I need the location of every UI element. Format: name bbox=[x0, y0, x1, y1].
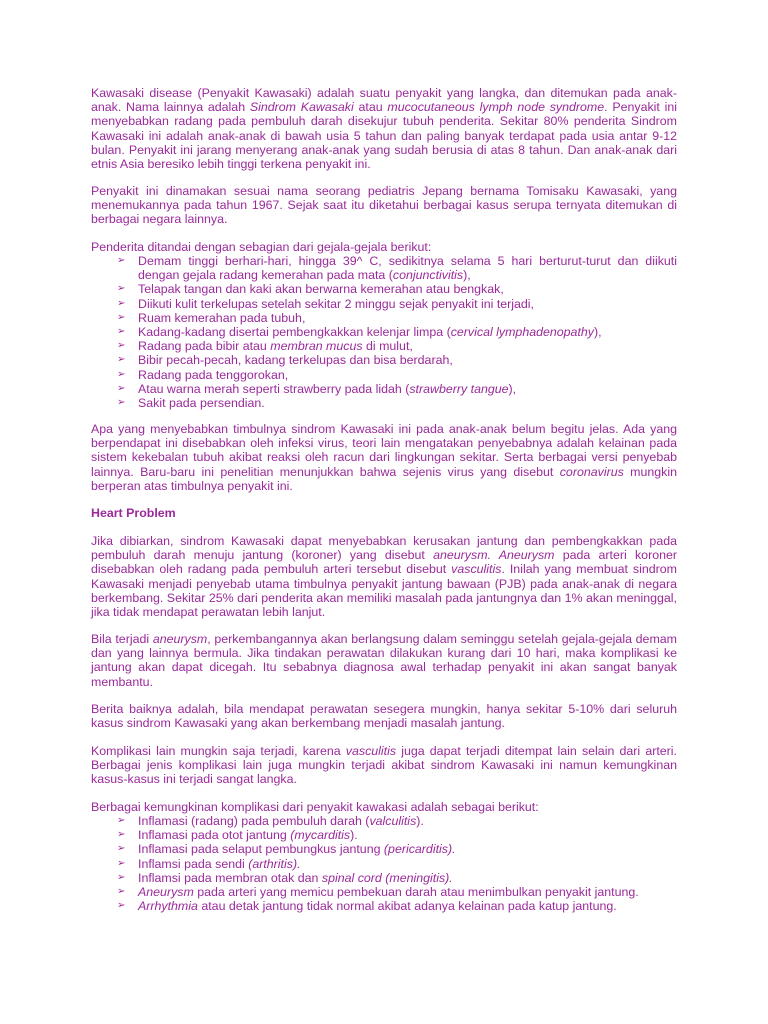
text-run: Berita baiknya adalah, bila mendapat perawatan sesegera mungkin, hanya sekitar 5-10% dari seluruh kasus sindrom Kawasaki yang akan berkembang menjadi masalah jantung. bbox=[91, 702, 677, 731]
text-run: ), bbox=[593, 325, 602, 340]
list-item bbox=[91, 325, 677, 339]
text-run: , perkembangannya akan berlangsung dalam seminggu setelah gejala-gejala demam dan yang lainnya bermula. Jika tindakan perawatan dilakukan kurang dari 10 hari, maka komplikasi ke jantung akan dapat dicegah. Itu sebabnya diagnosa awal terhadap penyakit ini akan sangat banyak membantu. bbox=[91, 632, 677, 689]
text-run: ). bbox=[350, 828, 358, 843]
italic-term: coronavirus bbox=[559, 464, 624, 479]
arrow-bullet-icon: ➢ bbox=[117, 857, 126, 869]
symptoms-list bbox=[91, 254, 677, 410]
text-run: Penderita ditandai dengan sebagian dari gejala-gejala berikut: bbox=[91, 240, 432, 254]
complication-paragraph bbox=[91, 744, 677, 787]
text-run: atau bbox=[353, 100, 388, 115]
italic-term: aneurysm. Aneurysm bbox=[433, 548, 555, 563]
text-run: Atau warna merah seperti strawberry pada lidah ( bbox=[138, 381, 410, 396]
arrow-bullet-icon: ➢ bbox=[117, 829, 126, 841]
text-run: Demam tinggi berhari-hari, hingga 39^ C, sedikitnya selama 5 hari berturut-turut dan diikuti dengan gejala radang kemerahan pada mata ( bbox=[138, 254, 677, 283]
arrow-bullet-icon: ➢ bbox=[117, 368, 126, 380]
list-item bbox=[91, 842, 677, 856]
list-item bbox=[91, 899, 677, 913]
text-run: Radang pada tenggorokan, bbox=[138, 367, 289, 382]
complications-intro bbox=[91, 800, 677, 814]
arrow-bullet-icon: ➢ bbox=[117, 340, 126, 352]
text-run: Sakit pada persendian. bbox=[138, 396, 265, 411]
list-item bbox=[91, 297, 677, 311]
text-run: Inflamasi (radang) pada pembuluh darah ( bbox=[138, 814, 370, 828]
text-run: Ruam kemerahan pada tubuh, bbox=[138, 310, 306, 325]
list-item bbox=[91, 368, 677, 382]
italic-term: spinal cord (meningitis). bbox=[321, 870, 453, 885]
italic-term: vasculitis bbox=[345, 744, 397, 758]
italic-term: Sindrom Kawasaki bbox=[249, 100, 354, 115]
text-run: . Inilah yang membuat sindrom Kawasaki menjadi penyebab utama timbulnya penyakit jantung bawaan (PJB) pada anak-anak di negara berkembang. Sekitar 25% dari penderita akan memiliki masalah pada jantungnya dan 1% akan meninggal, jika tidak mendapat perawatan lebih lanjut. bbox=[91, 562, 678, 620]
arrow-bullet-icon: ➢ bbox=[117, 843, 126, 855]
text-run: Kawasaki disease (Penyakit Kawasaki) adalah suatu penyakit yang langka, dan ditemukan pada anak-anak. Nama lainnya adalah bbox=[91, 86, 677, 115]
italic-term: (arthritis). bbox=[248, 856, 301, 871]
symptoms-intro bbox=[91, 240, 677, 254]
text-run: Diikuti kulit terkelupas setelah sekitar 2 minggu sejak penyakit ini terjadi, bbox=[138, 296, 535, 311]
arrow-bullet-icon: ➢ bbox=[117, 297, 126, 309]
text-run: Apa yang menyebabkan timbulnya sindrom Kawasaki ini pada anak-anak belum begitu jelas. Ada yang berpendapat ini disebabkan oleh infeksi virus, teori lain mengatakan penyebabnya adalah kelainan pada sistem kekebalan tubuh akibat reaksi oleh racun dari lingkungan sekitar. Serta berbagai versi penyebab lainnya. Baru-baru ini penelitian menunjukkan bahwa sejenis virus yang disebut bbox=[91, 422, 677, 479]
italic-term: conjunctivitis bbox=[392, 268, 464, 283]
arrow-bullet-icon: ➢ bbox=[117, 900, 126, 912]
arrow-bullet-icon: ➢ bbox=[117, 815, 126, 826]
aneurysm-paragraph bbox=[91, 632, 677, 689]
list-item bbox=[91, 311, 677, 325]
text-run: ). bbox=[416, 814, 424, 828]
list-item bbox=[91, 382, 677, 396]
list-item bbox=[91, 871, 677, 885]
text-run: atau detak jantung tidak normal akibat adanya kelainan pada katup jantung. bbox=[197, 899, 617, 914]
text-run: Inflamasi pada otot jantung bbox=[138, 828, 291, 843]
arrow-bullet-icon: ➢ bbox=[117, 871, 126, 883]
text-run: mungkin berperan atas timbulnya penyakit ini. bbox=[91, 464, 677, 493]
good-news-paragraph bbox=[91, 702, 677, 730]
text-run: . Penyakit ini menyebabkan radang pada pembuluh darah disekujur tubuh penderita. Sekitar 80% penderita Sindrom Kawasaki ini adalah anak-anak di bawah usia 5 tahun dan paling banyak terdapat pada usia antar 9-12 bulan. Penyakit ini jarang menyerang anak-anak yang sudah berusia di atas 8 tahun. Dan anak-anak dari etnis Asia beresiko lebih tinggi terkena penyakit ini. bbox=[91, 100, 678, 172]
list-item bbox=[91, 282, 677, 296]
origin-paragraph bbox=[91, 184, 677, 227]
text-run: Berbagai kemungkinan komplikasi dari penyakit kawakasi adalah sebagai berikut: bbox=[91, 800, 539, 814]
italic-term: Arrhythmia bbox=[138, 899, 198, 914]
list-item bbox=[91, 857, 677, 871]
text-run: Kadang-kadang disertai pembengkakkan kelenjar limpa ( bbox=[138, 325, 451, 340]
text-run: Komplikasi lain mungkin saja terjadi, karena bbox=[91, 744, 346, 758]
arrow-bullet-icon: ➢ bbox=[117, 354, 126, 366]
text-run: Jika dibiarkan, sindrom Kawasaki dapat menyebabkan kerusakan jantung dan pembengkakkan pada pembuluh darah menuju jantung (koroner) yang disebut bbox=[91, 534, 677, 563]
text-run: di mulut, bbox=[362, 339, 413, 354]
text-run: Inflamasi pada selaput pembungkus jantung bbox=[138, 842, 384, 857]
italic-term: strawberry tangue bbox=[409, 381, 509, 396]
text-run: ), bbox=[508, 381, 517, 396]
text-run: Bibir pecah-pecah, kadang terkelupas dan bisa berdarah, bbox=[138, 353, 453, 368]
text-run: Telapak tangan dan kaki akan berwarna kemerahan atau bengkak, bbox=[138, 282, 504, 297]
intro-paragraph bbox=[91, 86, 677, 171]
list-item bbox=[91, 885, 677, 899]
list-item bbox=[91, 814, 677, 828]
arrow-bullet-icon: ➢ bbox=[117, 326, 126, 338]
text-run: ), bbox=[463, 268, 471, 283]
list-item bbox=[91, 396, 677, 410]
list-item bbox=[91, 254, 677, 282]
arrow-bullet-icon: ➢ bbox=[117, 397, 126, 409]
italic-term: Aneurysm bbox=[138, 885, 194, 900]
italic-term: membran mucus bbox=[270, 339, 363, 354]
arrow-bullet-icon: ➢ bbox=[117, 311, 126, 323]
list-item bbox=[91, 828, 677, 842]
text-run: Radang pada bibir atau bbox=[138, 339, 271, 354]
arrow-bullet-icon: ➢ bbox=[117, 382, 126, 394]
italic-term: vasculitis bbox=[451, 562, 502, 577]
italic-term: (pericarditis). bbox=[383, 842, 456, 857]
arrow-bullet-icon: ➢ bbox=[117, 283, 126, 295]
heart-problem-paragraph bbox=[91, 534, 677, 619]
cause-paragraph bbox=[91, 422, 677, 493]
complications-list bbox=[91, 814, 677, 913]
arrow-bullet-icon: ➢ bbox=[117, 886, 126, 898]
text-run: pada arteri koroner disebabkan oleh radang pada pembuluh arteri tersebut disebut bbox=[91, 548, 677, 577]
text-run: Inflamsi pada sendi bbox=[138, 856, 249, 871]
text-run: juga dapat terjadi ditempat lain selain dari arteri. Berbagai jenis komplikasi lain juga mungkin terjadi akibat sindrom Kawasaki ini namun kemungkinan kasus-kasus ini terjadi sangat langka. bbox=[91, 744, 677, 787]
section-heading: Heart Problem bbox=[91, 506, 176, 520]
italic-term: mucocutaneous lymph node syndrome bbox=[387, 100, 605, 115]
italic-term: valculitis bbox=[369, 814, 417, 828]
text-run: Bila terjadi bbox=[91, 632, 153, 646]
italic-term: (mycarditis bbox=[290, 828, 351, 843]
italic-term: aneurysm bbox=[152, 632, 208, 646]
text-run: Penyakit ini dinamakan sesuai nama seorang pediatris Jepang bernama Tomisaku Kawasaki, yang menemukannya pada tahun 1967. Sejak saat itu diketahui berbagai kasus serupa ternyata ditemukan di berbagai negara lainnya. bbox=[91, 184, 677, 227]
list-item bbox=[91, 339, 677, 353]
text-run: pada arteri yang memicu pembekuan darah atau menimbulkan penyakit jantung. bbox=[193, 885, 639, 900]
italic-term: cervical lymphadenopathy bbox=[450, 325, 594, 340]
list-item bbox=[91, 353, 677, 367]
arrow-bullet-icon: ➢ bbox=[117, 255, 126, 266]
text-run: Inflamsi pada membran otak dan bbox=[138, 870, 322, 885]
